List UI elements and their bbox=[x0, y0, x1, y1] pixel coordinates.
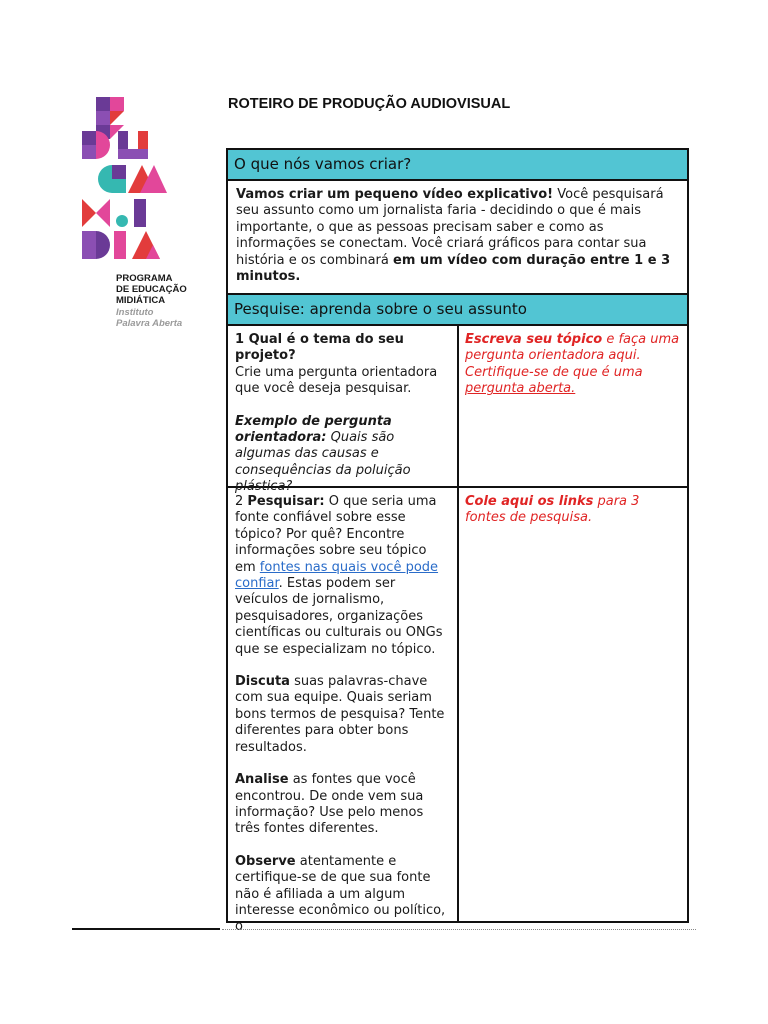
discuss-bold: Discuta bbox=[235, 674, 290, 690]
institute-line-1: Instituto bbox=[116, 307, 154, 318]
question-2-number: 2 bbox=[235, 494, 248, 509]
answer-1-text: e faça uma pergunta orientadora aqui. Certifique-se de que é uma bbox=[465, 332, 680, 380]
section-header-create: O que nós vamos criar? bbox=[228, 150, 687, 181]
observe-text: atentamente e certifique-se de que sua fonte não é afiliada a um algum interesse econômico ou político, o bbox=[235, 853, 446, 935]
page-title: ROTEIRO DE PRODUÇÃO AUDIOVISUAL bbox=[228, 96, 511, 112]
question-1-heading: 1 Qual é o tema do seu projeto? bbox=[235, 332, 404, 364]
analyze-text: as fontes que você encontrou. De onde vem sua informação? Use pelo menos três fontes diferentes. bbox=[235, 772, 424, 837]
question-row-2 bbox=[228, 488, 687, 935]
program-label bbox=[116, 273, 216, 329]
answer-2-text: para 3 fontes de pesquisa. bbox=[465, 494, 640, 526]
example-label: Exemplo de pergunta orientadora: bbox=[235, 413, 392, 446]
example-text: Quais são algumas das causas e consequências da poluição plástica? bbox=[235, 430, 411, 495]
question-row-1 bbox=[228, 326, 687, 495]
program-line-1: PROGRAMA bbox=[116, 273, 173, 284]
question-1-cell bbox=[228, 326, 459, 495]
worksheet-table bbox=[226, 148, 689, 935]
answer-2-bold: Cole aqui os links bbox=[465, 494, 594, 509]
footer-rule bbox=[72, 928, 220, 930]
program-line-2: DE EDUCAÇÃO bbox=[116, 284, 187, 295]
discuss-text: suas palavras-chave com sua equipe. Quais seriam bons termos de pesquisa? Tente diferentes para obter bons resultados. bbox=[235, 674, 445, 755]
institute-line-2: Palavra Aberta bbox=[116, 318, 183, 329]
intro-bold-2: em um vídeo com duração entre 1 e 3 minutos. bbox=[236, 252, 671, 285]
educamidia-logo bbox=[82, 97, 167, 259]
question-2-heading: Pesquisar: bbox=[247, 494, 325, 509]
observe-bold: Observe bbox=[235, 853, 296, 869]
question-1-text: Crie uma pergunta orientadora que você deseja pesquisar. bbox=[235, 364, 438, 397]
question-2-cell bbox=[228, 488, 459, 935]
section-header-research: Pesquise: aprenda sobre o seu assunto bbox=[228, 295, 687, 326]
answer-1-cell[interactable] bbox=[459, 326, 687, 486]
program-line-3: MIDIÁTICA bbox=[116, 295, 166, 306]
analyze-bold: Analise bbox=[235, 772, 289, 788]
answer-1-underline: pergunta aberta. bbox=[465, 381, 576, 397]
intro-text: Você pesquisará seu assunto como um jornalista faria - decidindo o que é mais importante, o que as pessoas precisam saber e como as informações se conectam. Você criará gráficos para contar sua história e os combinará bbox=[236, 187, 664, 268]
question-2-text-1: O que seria uma fonte confiável sobre esse tópico? Por quê? Encontre informações sobre seu tópico em bbox=[235, 494, 437, 575]
intro-bold-1: Vamos criar um pequeno vídeo explicativo! bbox=[236, 187, 554, 202]
trusted-sources-link[interactable]: fontes nas quais você pode confiar bbox=[235, 559, 439, 592]
answer-1-bold: Escreva seu tópico bbox=[465, 332, 603, 347]
answer-2-cell[interactable] bbox=[459, 488, 687, 921]
question-2-text-2: . Estas podem ser veículos de jornalismo, pesquisadores, organizações científicas ou culturais ou ONGs que se especializam no tópico. bbox=[235, 576, 443, 657]
intro-cell bbox=[228, 181, 687, 295]
footer-dotted-rule bbox=[222, 929, 696, 930]
